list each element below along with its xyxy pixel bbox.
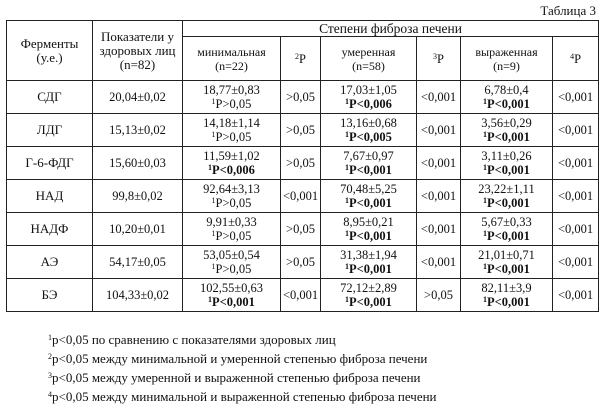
severe-cell	[461, 180, 553, 213]
p-value	[323, 130, 414, 144]
moderate-cell	[321, 81, 417, 114]
severe-cell	[461, 147, 553, 180]
p2-value: <0,001	[281, 279, 321, 312]
header-severe	[461, 37, 553, 81]
p-value	[463, 196, 550, 210]
p3-value: <0,001	[417, 147, 461, 180]
header-p3-sup: 3	[433, 51, 438, 61]
minimal-cell	[183, 213, 281, 246]
header-fibrosis-group: Степени фиброза печени	[183, 21, 599, 37]
footnote-sup: 2	[48, 352, 52, 361]
p-value	[185, 97, 278, 111]
p-sup: 1	[345, 229, 350, 238]
p3-value: <0,001	[417, 246, 461, 279]
p-sup: 1	[483, 97, 488, 106]
p2-value: >0,05	[281, 246, 321, 279]
p-text: P<0,001	[212, 295, 255, 309]
p-text: P>0,05	[215, 262, 252, 276]
header-minimal-label: минимальная	[197, 44, 266, 59]
mean-value: 7,67±0,97	[343, 149, 394, 163]
enzyme-name: СДГ	[7, 81, 93, 114]
p-text: P<0,006	[349, 97, 392, 111]
p-sup: 1	[483, 229, 488, 238]
mean-value: 21,01±0,71	[478, 248, 535, 262]
p-value	[463, 130, 550, 144]
footnote-text: p<0,05 между умеренной и выраженной степенью фиброза печени	[52, 370, 421, 385]
healthy-value: 99,8±0,02	[93, 180, 183, 213]
table-row	[7, 213, 599, 246]
p2-value: >0,05	[281, 213, 321, 246]
p-value	[323, 196, 414, 210]
moderate-cell	[321, 147, 417, 180]
p-value	[185, 229, 278, 243]
header-moderate-label: умеренная	[341, 44, 396, 59]
enzyme-name: ЛДГ	[7, 114, 93, 147]
header-p2-sup: 2	[295, 51, 300, 61]
p-sup: 1	[211, 97, 216, 106]
header-p4-label: P	[574, 51, 582, 66]
header-p4	[553, 37, 599, 81]
p4-value: <0,001	[553, 147, 599, 180]
p-text: P<0,005	[349, 130, 392, 144]
p-text: P>0,05	[215, 130, 252, 144]
p-value	[185, 262, 278, 276]
mean-value: 8,95±0,21	[343, 215, 394, 229]
table-row	[7, 147, 599, 180]
header-p3-label: P	[437, 51, 444, 66]
p-sup: 1	[208, 163, 213, 172]
p-value	[463, 262, 550, 276]
moderate-cell	[321, 246, 417, 279]
p-sup: 1	[211, 262, 216, 271]
mean-value: 17,03±1,05	[340, 83, 397, 97]
p-value	[185, 295, 278, 309]
p-text: P<0,001	[487, 229, 530, 243]
p-value	[463, 295, 550, 309]
moderate-cell	[321, 180, 417, 213]
fibrosis-enzyme-table	[6, 20, 599, 312]
p4-value: <0,001	[553, 279, 599, 312]
p-text: P<0,001	[487, 130, 530, 144]
p-text: P>0,05	[215, 97, 252, 111]
p-value	[185, 130, 278, 144]
mean-value: 72,12±2,89	[340, 281, 397, 295]
table-row	[7, 114, 599, 147]
p-text: P<0,001	[349, 262, 392, 276]
p-value	[323, 262, 414, 276]
minimal-cell	[183, 147, 281, 180]
enzyme-name: НАД	[7, 180, 93, 213]
p-value	[463, 97, 550, 111]
footnote-1	[48, 330, 437, 349]
header-p2	[281, 37, 321, 81]
p-sup: 1	[345, 262, 350, 271]
mean-value: 6,78±0,4	[484, 83, 529, 97]
moderate-cell	[321, 213, 417, 246]
footnote-sup: 1	[48, 333, 52, 342]
p3-value: <0,001	[417, 114, 461, 147]
severe-cell	[461, 279, 553, 312]
header-severe-n: (n=9)	[493, 58, 520, 73]
p-text: P<0,001	[487, 262, 530, 276]
p-sup: 1	[345, 295, 350, 304]
p-text: P<0,001	[349, 196, 392, 210]
enzyme-name: АЭ	[7, 246, 93, 279]
p-value	[323, 295, 414, 309]
healthy-value: 104,33±0,02	[93, 279, 183, 312]
mean-value: 18,77±0,83	[203, 83, 260, 97]
p-text: P<0,001	[349, 229, 392, 243]
mean-value: 13,16±0,68	[340, 116, 397, 130]
mean-value: 23,22±1,11	[478, 182, 535, 196]
header-moderate-n: (n=58)	[352, 58, 385, 73]
p-text: P<0,006	[212, 163, 255, 177]
table-row	[7, 180, 599, 213]
p-sup: 1	[345, 130, 350, 139]
mean-value: 53,05±0,54	[203, 248, 260, 262]
header-p3	[417, 37, 461, 81]
p2-value: >0,05	[281, 81, 321, 114]
p-value	[185, 196, 278, 210]
mean-value: 70,48±5,25	[340, 182, 397, 196]
p4-value: <0,001	[553, 180, 599, 213]
table-row	[7, 81, 599, 114]
p-value	[323, 163, 414, 177]
minimal-cell	[183, 246, 281, 279]
p-value	[323, 97, 414, 111]
p-sup: 1	[211, 229, 216, 238]
p-text: P<0,001	[487, 97, 530, 111]
mean-value: 11,59±1,02	[203, 149, 260, 163]
p-sup: 1	[345, 163, 350, 172]
p4-value: <0,001	[553, 246, 599, 279]
footnote-sup: 4	[48, 390, 52, 399]
p-value	[463, 229, 550, 243]
mean-value: 102,55±0,63	[199, 281, 264, 295]
minimal-cell	[183, 114, 281, 147]
minimal-cell	[183, 279, 281, 312]
p4-value: <0,001	[553, 114, 599, 147]
minimal-cell	[183, 180, 281, 213]
p-text: P>0,05	[215, 196, 252, 210]
moderate-cell	[321, 114, 417, 147]
severe-cell	[461, 114, 553, 147]
p-text: P<0,001	[487, 163, 530, 177]
p-sup: 1	[483, 196, 488, 205]
header-p4-sup: 4	[570, 51, 575, 61]
footnote-text: p<0,05 между минимальной и умеренной степенью фиброза печени	[52, 351, 428, 366]
severe-cell	[461, 246, 553, 279]
p-sup: 1	[483, 163, 488, 172]
footnote-3	[48, 368, 437, 387]
footnote-text: p<0,05 по сравнению с показателями здоровых лиц	[52, 332, 336, 347]
healthy-value: 54,17±0,05	[93, 246, 183, 279]
p3-value: >0,05	[417, 279, 461, 312]
table-caption: Таблица 3	[540, 3, 596, 18]
p-sup: 1	[211, 196, 216, 205]
p-sup: 1	[208, 295, 213, 304]
p-sup: 1	[345, 196, 350, 205]
p-sup: 1	[483, 262, 488, 271]
p4-value: <0,001	[553, 213, 599, 246]
table-row	[7, 279, 599, 312]
healthy-value: 20,04±0,02	[93, 81, 183, 114]
moderate-cell	[321, 279, 417, 312]
p3-value: <0,001	[417, 180, 461, 213]
footnote-text: p<0,05 между минимальной и выраженной степенью фиброза печени	[52, 389, 437, 404]
mean-value: 9,91±0,33	[206, 215, 257, 229]
p2-value: >0,05	[281, 114, 321, 147]
p2-value: >0,05	[281, 147, 321, 180]
enzyme-name: БЭ	[7, 279, 93, 312]
p-text: P<0,001	[487, 196, 530, 210]
p-sup: 1	[211, 130, 216, 139]
p3-value: <0,001	[417, 213, 461, 246]
enzyme-name: Г-6-ФДГ	[7, 147, 93, 180]
header-enzymes: Ферменты (у.е.)	[7, 21, 93, 81]
p-text: P<0,001	[349, 163, 392, 177]
mean-value: 31,38±1,94	[340, 248, 397, 262]
p4-value: <0,001	[553, 81, 599, 114]
header-healthy: Показатели у здоровых лиц (n=82)	[93, 21, 183, 81]
header-minimal-n: (n=22)	[215, 58, 248, 73]
mean-value: 92,64±3,13	[203, 182, 260, 196]
p3-value: <0,001	[417, 81, 461, 114]
mean-value: 3,11±0,26	[481, 149, 532, 163]
healthy-value: 15,60±0,03	[93, 147, 183, 180]
p-value	[323, 229, 414, 243]
p-sup: 1	[345, 97, 350, 106]
mean-value: 14,18±1,14	[203, 116, 260, 130]
header-severe-label: выраженная	[475, 44, 538, 59]
p-text: P>0,05	[215, 229, 252, 243]
footnotes	[48, 330, 437, 406]
p-value	[463, 163, 550, 177]
healthy-value: 15,13±0,02	[93, 114, 183, 147]
footnote-sup: 3	[48, 371, 52, 380]
p-sup: 1	[483, 130, 488, 139]
minimal-cell	[183, 81, 281, 114]
footnote-2	[48, 349, 437, 368]
header-minimal	[183, 37, 281, 81]
mean-value: 5,67±0,33	[481, 215, 532, 229]
p-sup: 1	[483, 295, 488, 304]
footnote-4	[48, 387, 437, 406]
severe-cell	[461, 213, 553, 246]
header-p2-label: P	[299, 51, 306, 66]
severe-cell	[461, 81, 553, 114]
p2-value: <0,001	[281, 180, 321, 213]
p-text: P<0,001	[349, 295, 392, 309]
enzyme-name: НАДФ	[7, 213, 93, 246]
mean-value: 3,56±0,29	[481, 116, 532, 130]
p-value	[185, 163, 278, 177]
header-moderate	[321, 37, 417, 81]
p-text: P<0,001	[487, 295, 530, 309]
table-row	[7, 246, 599, 279]
mean-value: 82,11±3,9	[481, 281, 532, 295]
healthy-value: 10,20±0,01	[93, 213, 183, 246]
